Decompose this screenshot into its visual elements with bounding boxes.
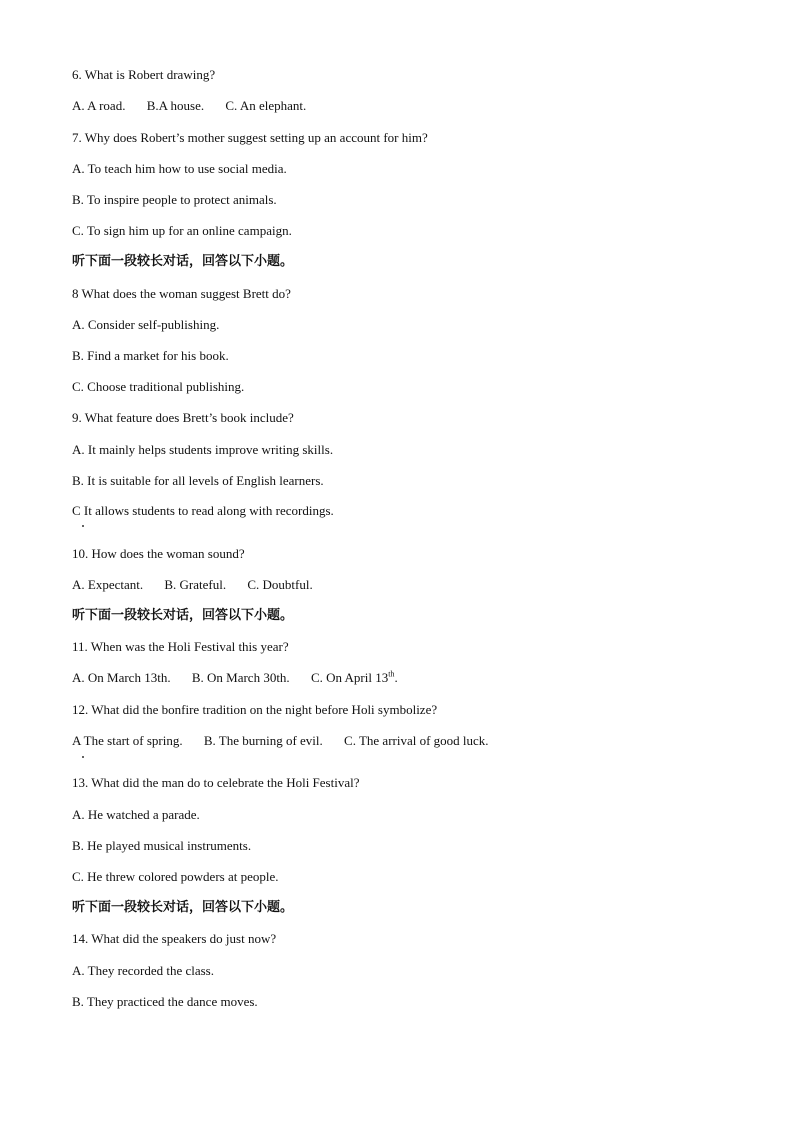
question-7-option-b: B. To inspire people to protect animals. [72, 192, 277, 207]
question-12: 12. What did the bonfire tradition on the night before Holi symbolize? [72, 702, 438, 717]
question-13-option-b: B. He played musical instruments. [72, 838, 252, 853]
question-13: 13. What did the man do to celebrate the Holi Festival? [72, 775, 360, 790]
stray-dot [82, 756, 84, 758]
stray-dot [82, 525, 84, 527]
question-8-option-a: A. Consider self-publishing. [72, 317, 220, 332]
section-heading: 听下面一段较长对话，回答以下小题。 [72, 608, 294, 623]
option-b: B. Grateful. [164, 577, 227, 592]
question-9-option-b: B. It is suitable for all levels of English learners. [72, 473, 324, 488]
superscript-th: th [388, 669, 395, 679]
question-9-option-c: C It allows students to read along with recordings. [72, 503, 334, 518]
question-8-option-c: C. Choose traditional publishing. [72, 379, 245, 394]
question-6-options [72, 97, 324, 115]
question-9: 9. What feature does Brett’s book include? [72, 410, 294, 425]
question-8: 8 What does the woman suggest Brett do? [72, 286, 291, 301]
option-c: C. Doubtful. [247, 577, 313, 592]
section-heading: 听下面一段较长对话，回答以下小题。 [72, 900, 294, 915]
option-a: A. A road. [72, 98, 126, 113]
question-10: 10. How does the woman sound? [72, 546, 245, 561]
question-7: 7. Why does Robert’s mother suggest setting up an account for him? [72, 130, 428, 145]
question-11-options [72, 669, 398, 687]
option-a: A The start of spring. [72, 733, 183, 748]
question-12-options [72, 732, 507, 750]
section-heading: 听下面一段较长对话，回答以下小题。 [72, 254, 294, 269]
question-14: 14. What did the speakers do just now? [72, 931, 277, 946]
question-13-option-c: C. He threw colored powders at people. [72, 869, 279, 884]
option-a: A. On March 13th. [72, 670, 171, 685]
question-7-option-c: C. To sign him up for an online campaign. [72, 223, 292, 238]
option-b: B. The burning of evil. [203, 733, 323, 748]
question-10-options [72, 576, 331, 594]
option-b: B. On March 30th. [191, 670, 290, 685]
option-c: C. An elephant. [225, 98, 307, 113]
question-9-option-a: A. It mainly helps students improve writing skills. [72, 442, 334, 457]
question-14-option-b: B. They practiced the dance moves. [72, 994, 258, 1009]
option-c: C. The arrival of good luck. [344, 733, 489, 748]
option-c: C. On April 13th. [310, 669, 398, 685]
option-b: B.A house. [146, 98, 205, 113]
question-6: 6. What is Robert drawing? [72, 67, 216, 82]
question-13-option-a: A. He watched a parade. [72, 807, 200, 822]
option-a: A. Expectant. [72, 577, 144, 592]
question-7-option-a: A. To teach him how to use social media. [72, 161, 287, 176]
question-14-option-a: A. They recorded the class. [72, 963, 214, 978]
question-11: 11. When was the Holi Festival this year? [72, 639, 289, 654]
question-8-option-b: B. Find a market for his book. [72, 348, 229, 363]
